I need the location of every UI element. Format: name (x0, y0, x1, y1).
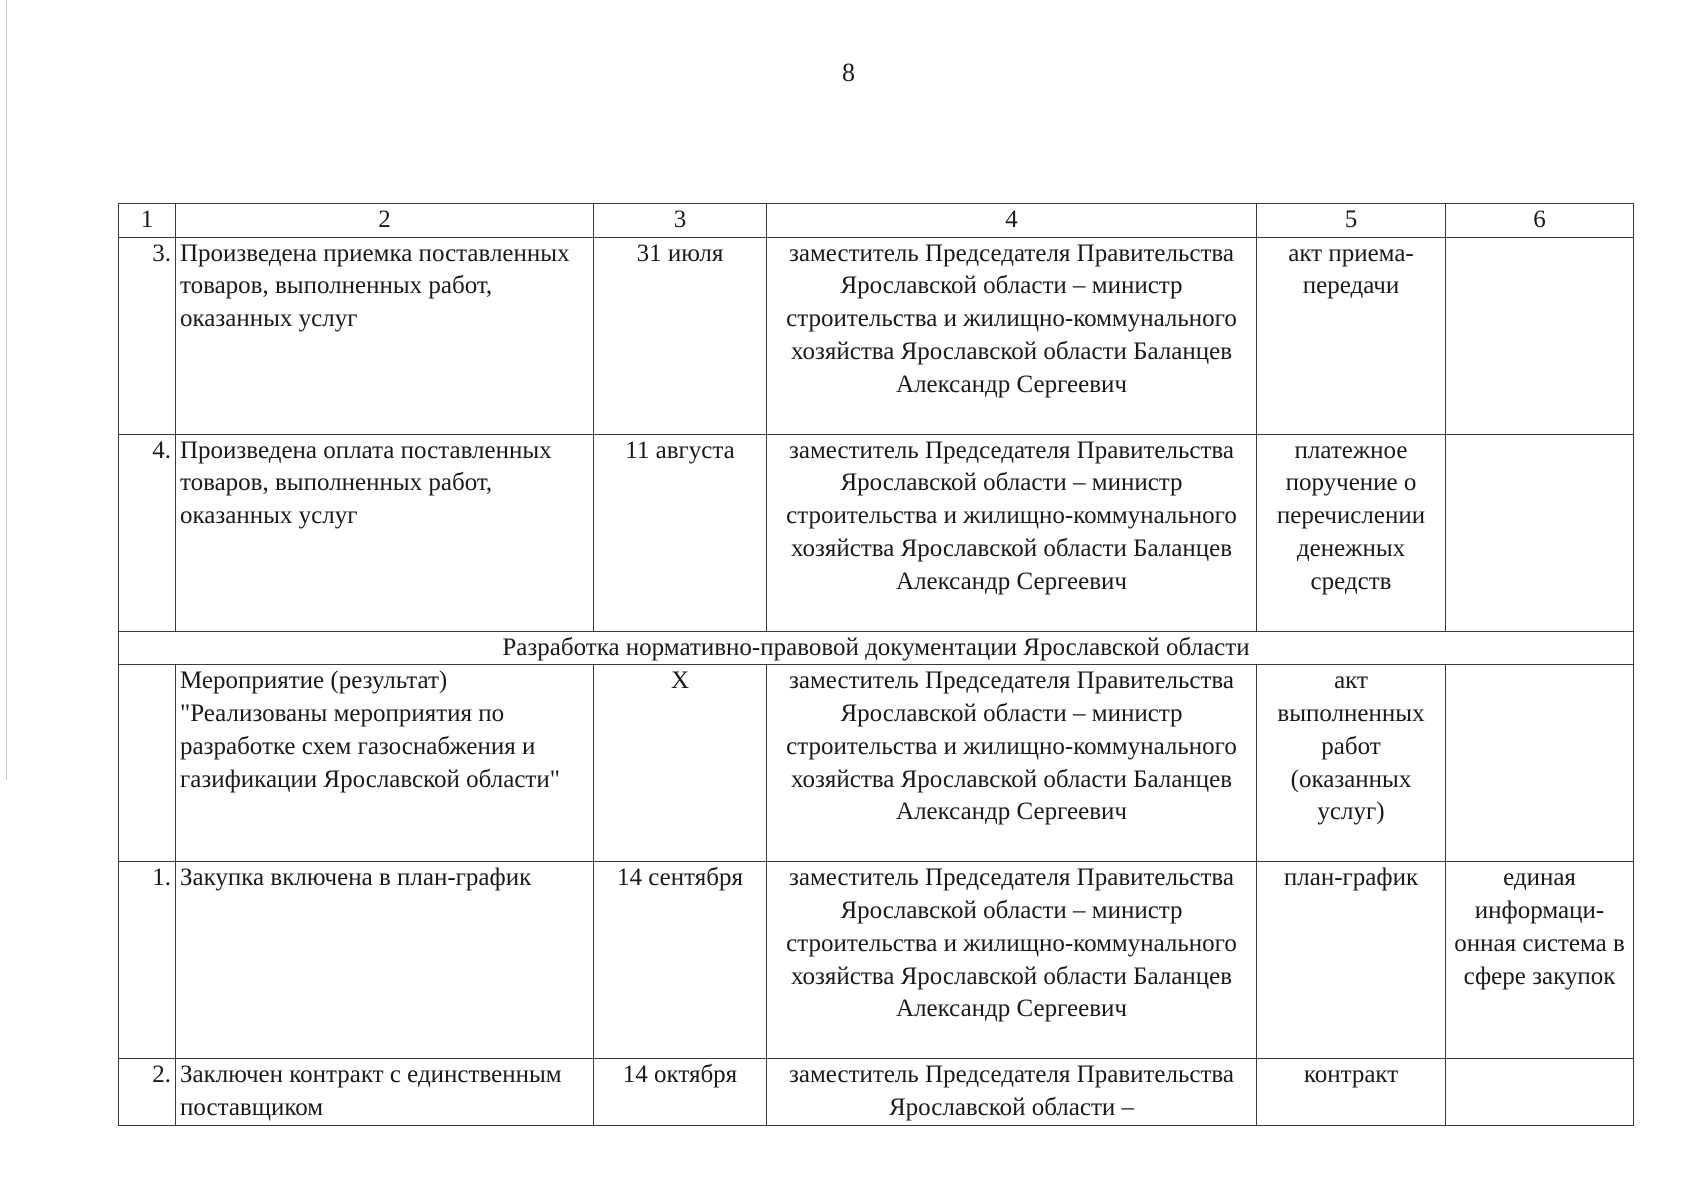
event-date: 14 октября (594, 1059, 767, 1125)
event-name: Произведена приемка поставленных товаров, выполненных работ, оказанных услуг (176, 237, 594, 434)
event-date: X (594, 665, 767, 862)
table-row (119, 1059, 1634, 1125)
information-system (1446, 237, 1634, 434)
responsible-person: заместитель Председателя Правительства Ярославской области – (767, 1059, 1257, 1125)
confirming-document: контракт (1257, 1059, 1446, 1125)
table-row (119, 237, 1634, 434)
responsible-person: заместитель Председателя Правительства Ярославской области – министр строительства и жилищно-коммунального хозяйства Ярославской области Баланцев Александр Сергеевич (767, 862, 1257, 1059)
row-number: 2. (119, 1059, 176, 1125)
header-cell: 5 (1257, 204, 1446, 238)
event-name: Мероприятие (результат) "Реализованы мероприятия по разработке схем газоснабжения и газификации Ярославской области" (176, 665, 594, 862)
header-cell: 6 (1446, 204, 1634, 238)
confirming-document: акт приема-передачи (1257, 237, 1446, 434)
row-number: 1. (119, 862, 176, 1059)
event-date: 14 сентября (594, 862, 767, 1059)
information-system (1446, 434, 1634, 631)
information-system: единая информаци-онная система в сфере закупок (1446, 862, 1634, 1059)
row-number: 3. (119, 237, 176, 434)
confirming-document: план-график (1257, 862, 1446, 1059)
header-cell: 3 (594, 204, 767, 238)
plan-table (118, 203, 1634, 1126)
confirming-document: платежное поручение о перечислении денежных средств (1257, 434, 1446, 631)
section-title: Разработка нормативно-правовой документации Ярославской области (119, 631, 1634, 665)
responsible-person: заместитель Председателя Правительства Ярославской области – министр строительства и жилищно-коммунального хозяйства Ярославской области Баланцев Александр Сергеевич (767, 237, 1257, 434)
event-date: 11 августа (594, 434, 767, 631)
table-row (119, 434, 1634, 631)
information-system (1446, 1059, 1634, 1125)
row-number: 4. (119, 434, 176, 631)
row-number (119, 665, 176, 862)
section-header-row (119, 631, 1634, 665)
event-name: Закупка включена в план-график (176, 862, 594, 1059)
table-row (119, 665, 1634, 862)
table-header-row (119, 204, 1634, 238)
responsible-person: заместитель Председателя Правительства Ярославской области – министр строительства и жилищно-коммунального хозяйства Ярославской области Баланцев Александр Сергеевич (767, 665, 1257, 862)
event-date: 31 июля (594, 237, 767, 434)
header-cell: 4 (767, 204, 1257, 238)
event-name: Произведена оплата поставленных товаров, выполненных работ, оказанных услуг (176, 434, 594, 631)
table-row (119, 862, 1634, 1059)
event-name: Заключен контракт с единственным поставщиком (176, 1059, 594, 1125)
page-number: 8 (842, 58, 855, 87)
information-system (1446, 665, 1634, 862)
confirming-document: акт выполненных работ (оказанных услуг) (1257, 665, 1446, 862)
scan-edge-line (6, 0, 7, 780)
header-cell: 2 (176, 204, 594, 238)
header-cell: 1 (119, 204, 176, 238)
responsible-person: заместитель Председателя Правительства Ярославской области – министр строительства и жилищно-коммунального хозяйства Ярославской области Баланцев Александр Сергеевич (767, 434, 1257, 631)
